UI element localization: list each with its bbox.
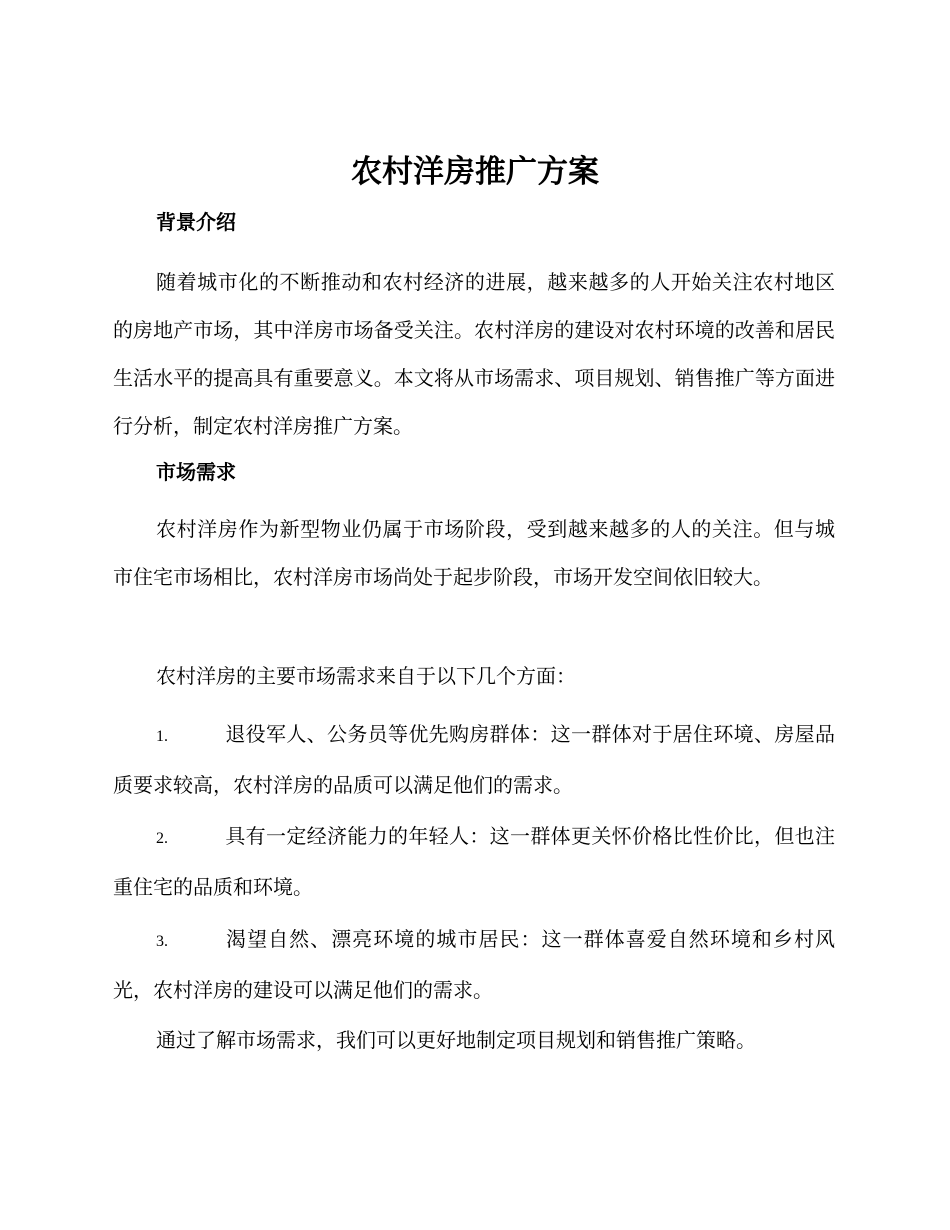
market-closing-paragraph: 通过了解市场需求，我们可以更好地制定项目规划和销售推广策略。 [156,1028,756,1052]
list-text: 渴望自然、漂亮环境的城市居民：这一群体喜爱自然环境和乡村风光，农村洋房的建设可以满足他们的需求。 [113,927,835,1002]
list-number: 3. [156,933,168,950]
section-heading-background: 背景介绍 [156,210,236,234]
section-heading-market-demand: 市场需求 [156,460,236,484]
list-text: 具有一定经济能力的年轻人：这一群体更关怀价格比性价比，但也注重住宅的品质和环境。 [113,824,835,899]
background-paragraph: 随着城市化的不断推动和农村经济的进展，越来越多的人开始关注农村地区的房地产市场，其中洋房市场备受关注。农村洋房的建设对农村环境的改善和居民生活水平的提高具有重要意义。本文将从市场需求、项目规划、销售推广等方面进行分析，制定农村洋房推广方案。 [113,270,835,438]
list-item [113,812,835,911]
market-paragraph-2: 农村洋房的主要市场需求来自于以下几个方面： [156,664,576,688]
market-paragraph-1: 农村洋房作为新型物业仍属于市场阶段，受到越来越多的人的关注。但与城市住宅市场相比，农村洋房市场尚处于起步阶段，市场开发空间依旧较大。 [113,517,835,589]
list-number: 2. [156,830,168,847]
list-item [113,915,835,1014]
list-number: 1. [156,728,168,745]
document-title: 农村洋房推广方案 [351,154,599,190]
list-text: 退役军人、公务员等优先购房群体：这一群体对于居住环境、房屋品质要求较高，农村洋房的品质可以满足他们的需求。 [113,722,835,797]
list-item [113,710,835,809]
